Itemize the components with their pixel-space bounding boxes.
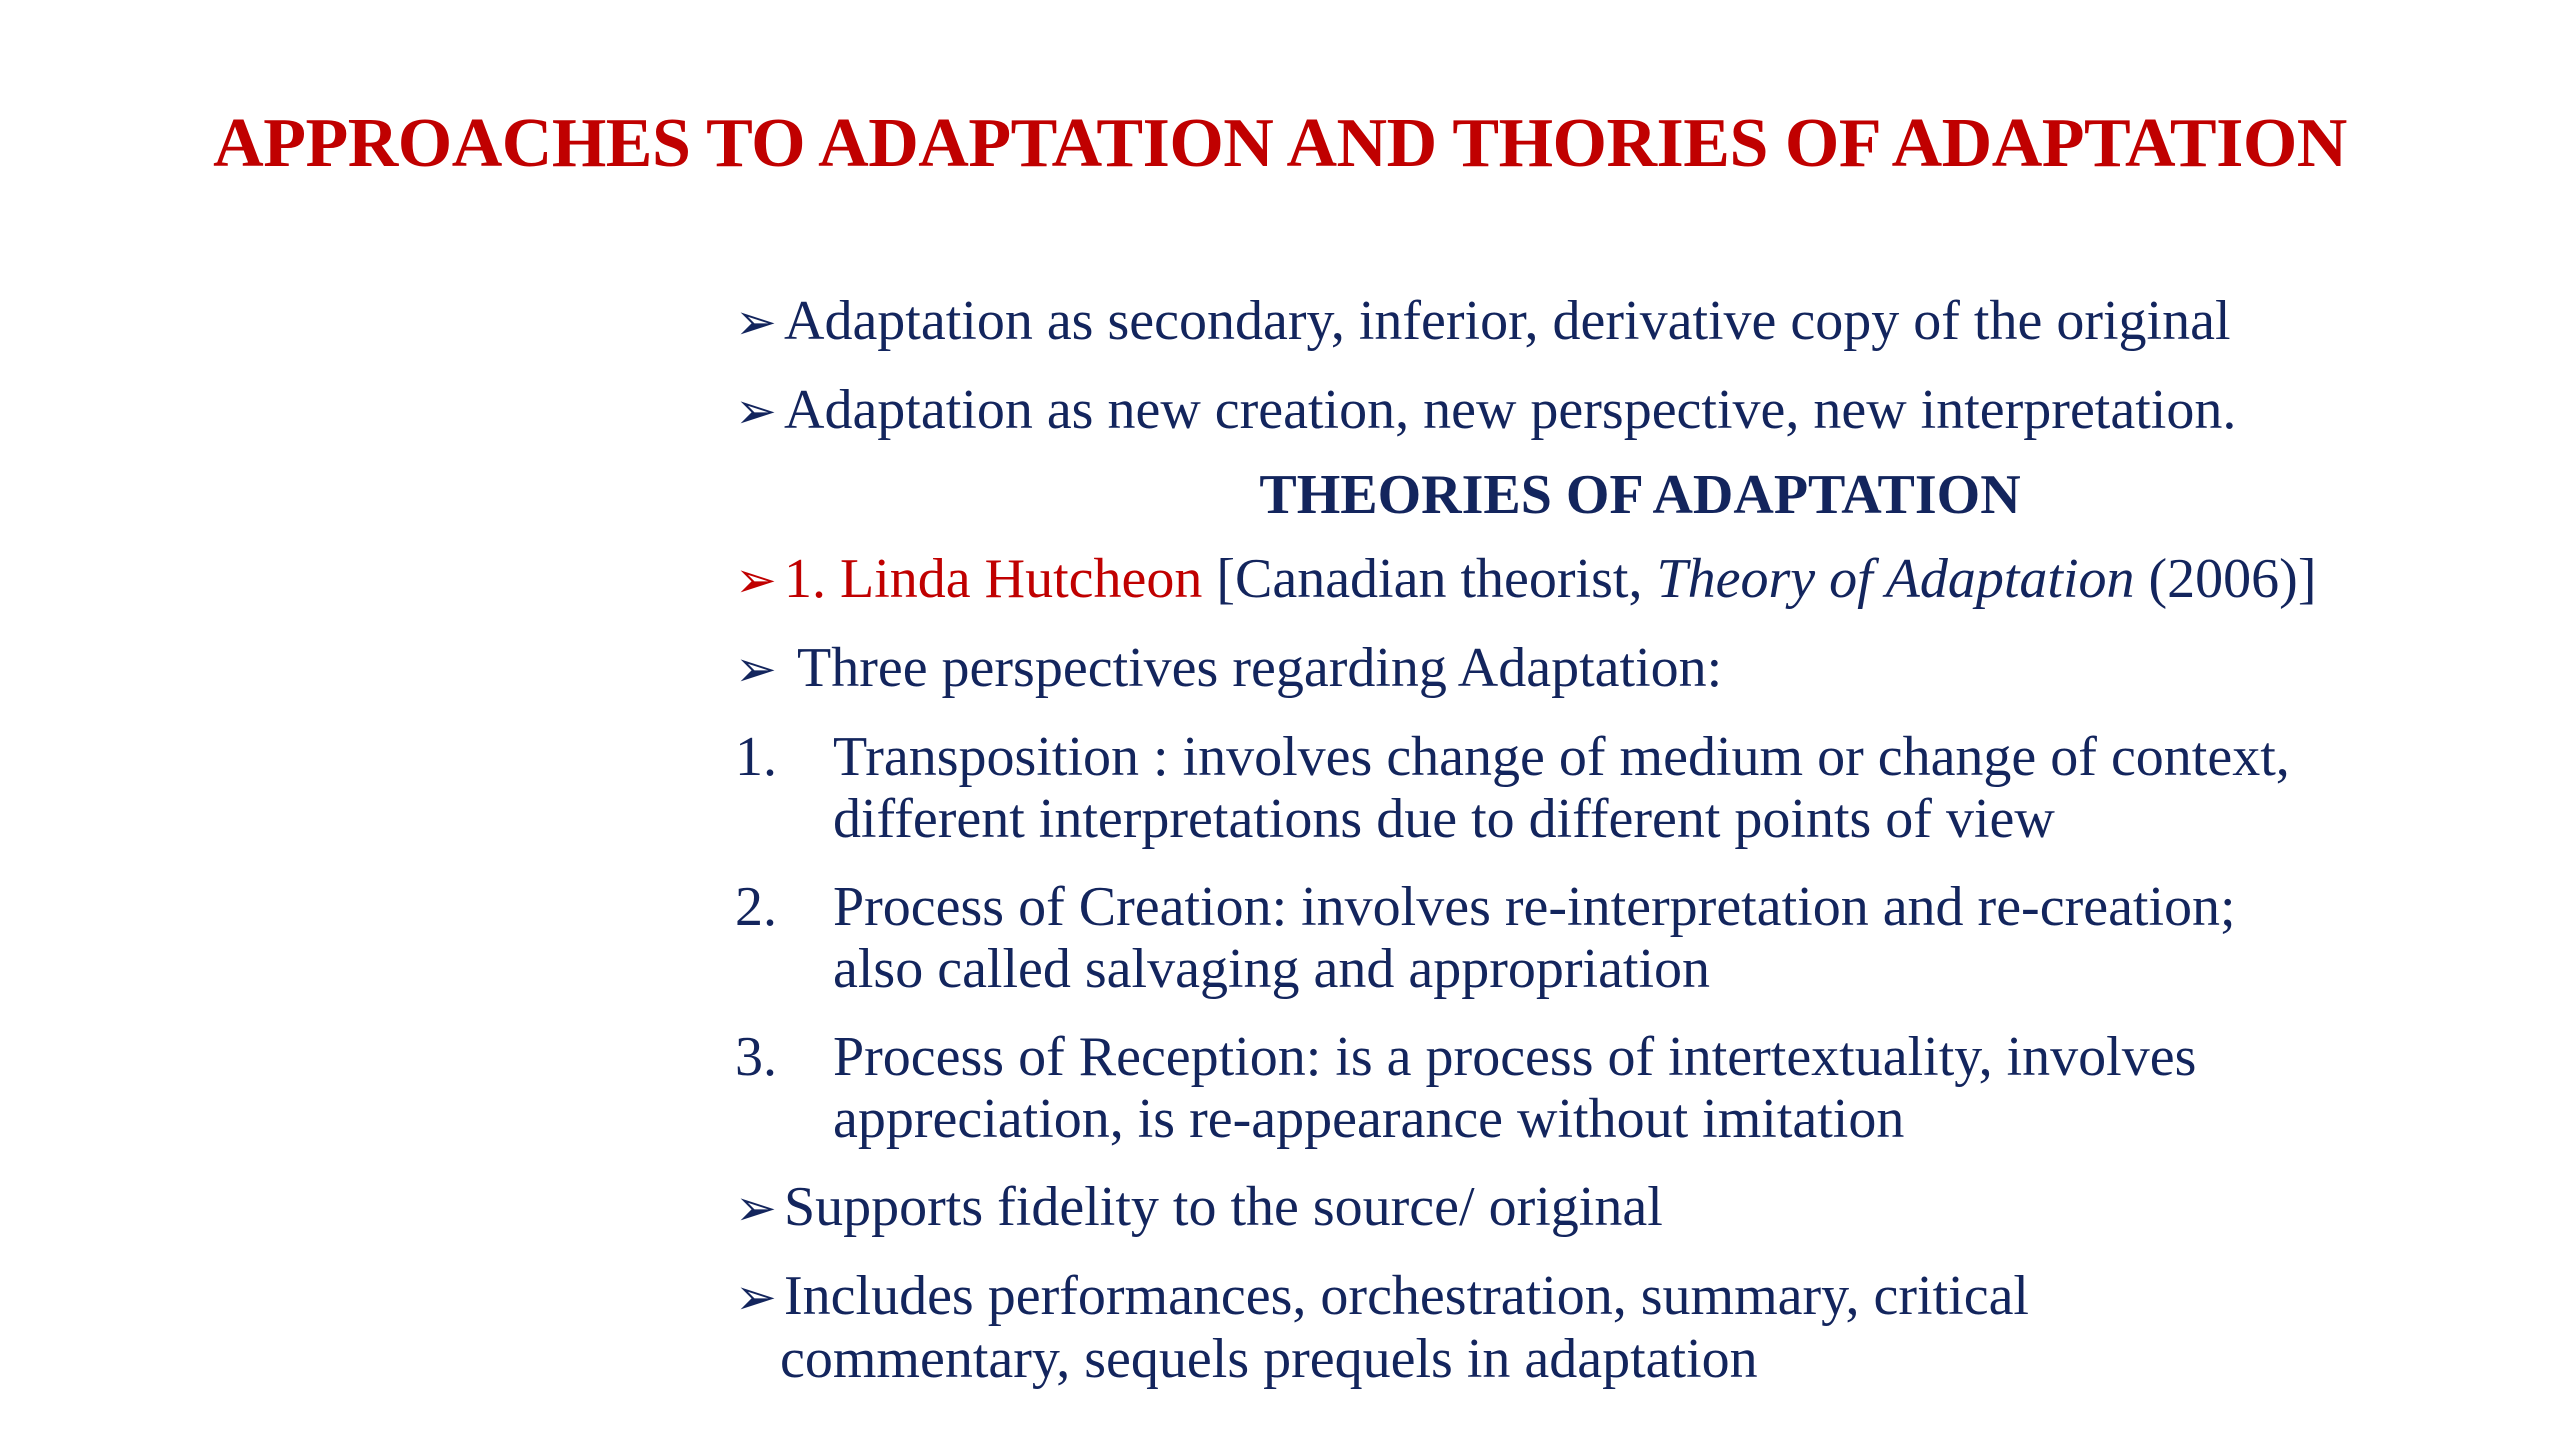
- bullet-item: [735, 1265, 2545, 1390]
- bullet-text: Includes performances, orchestration, summary, critical: [784, 1265, 2029, 1327]
- bullet-item: [735, 637, 2545, 700]
- item-line: Transposition : involves change of medium or change of context,: [833, 726, 2290, 788]
- bullet-text-continued: commentary, sequels prequels in adaptation: [780, 1328, 1758, 1390]
- item-line: Process of Creation: involves re-interpretation and re-creation;: [833, 876, 2236, 938]
- numbered-item: [735, 1026, 2545, 1150]
- numbered-item: [735, 876, 2545, 1000]
- slide-body: [735, 290, 2545, 1390]
- bullet-text: Three perspectives regarding Adaptation:: [784, 637, 1723, 699]
- arrow-bullet-icon: ➢: [735, 1180, 777, 1236]
- hutcheon-desc-post: (2006)]: [2134, 548, 2317, 610]
- arrow-bullet-icon: ➢: [735, 641, 777, 697]
- item-line: appreciation, is re-appearance without imitation: [833, 1088, 1905, 1150]
- item-number: 3.: [735, 1026, 777, 1088]
- theories-heading: THEORIES OF ADAPTATION: [1259, 464, 2021, 526]
- hutcheon-item: [735, 548, 2545, 611]
- arrow-bullet-icon: ➢: [735, 1269, 777, 1325]
- bullet-item: [735, 290, 2545, 353]
- arrow-bullet-icon: ➢: [735, 552, 777, 608]
- item-number: 1.: [735, 726, 777, 788]
- bullet-text: Adaptation as new creation, new perspective, new interpretation.: [784, 379, 2237, 441]
- arrow-bullet-icon: ➢: [735, 383, 777, 439]
- numbered-item: [735, 726, 2545, 850]
- item-line: different interpretations due to different points of view: [833, 788, 2055, 850]
- item-line: Process of Reception: is a process of intertextuality, involves: [833, 1026, 2197, 1088]
- bullet-text: Adaptation as secondary, inferior, derivative copy of the original: [784, 290, 2231, 352]
- item-line: also called salvaging and appropriation: [833, 938, 1711, 1000]
- arrow-bullet-icon: ➢: [735, 294, 777, 350]
- hutcheon-name: 1. Linda Hutcheon: [784, 548, 1203, 610]
- bullet-item: [735, 379, 2545, 442]
- item-number: 2.: [735, 876, 777, 938]
- bullet-item: [735, 1176, 2545, 1239]
- hutcheon-work-title: Theory of Adaptation: [1656, 548, 2135, 610]
- slide-title: APPROACHES TO ADAPTATION AND THORIES OF ADAPTATION: [213, 105, 2347, 182]
- hutcheon-desc-pre: [Canadian theorist,: [1202, 548, 1657, 610]
- bullet-text: Supports fidelity to the source/ original: [784, 1176, 1663, 1238]
